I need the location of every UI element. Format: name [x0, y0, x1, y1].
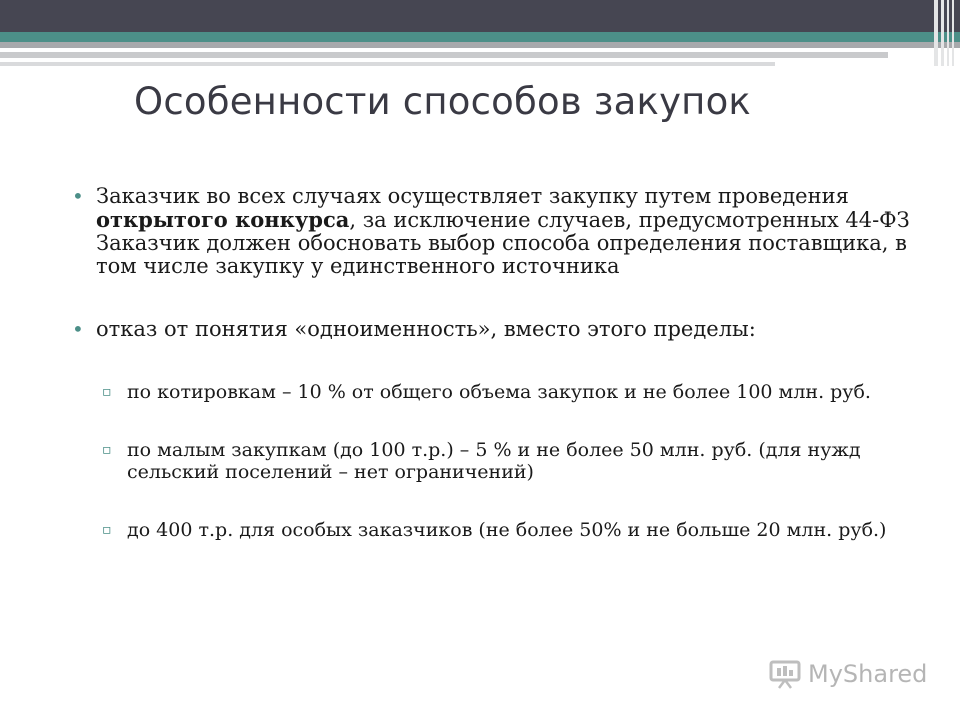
sub-bullet-item	[70, 381, 920, 403]
watermark-logo	[768, 656, 928, 692]
bullet-icon: •	[72, 317, 84, 341]
bullet-icon: •	[72, 184, 84, 208]
slide-content	[70, 180, 920, 541]
slide-title: Особенности способов закупок	[134, 80, 751, 123]
header-line	[0, 62, 775, 66]
bullet-text: , за исключение случаев, предусмотренных 44-ФЗ Заказчик должен обосновать выбор способа определения поставщика, в том числе закупку у единственного источника	[96, 208, 910, 278]
bullet-item	[70, 185, 920, 278]
bullet-item	[70, 318, 920, 341]
bullet-text-bold: открытого конкурса	[96, 207, 350, 232]
sub-bullet-text: до 400 т.р. для особых заказчиков (не более 50% и не больше 20 млн. руб.)	[127, 519, 887, 541]
watermark-text: MyShared	[808, 660, 928, 688]
sub-bullet-item	[70, 439, 920, 483]
presentation-board-icon	[768, 659, 802, 689]
header-right-stripes	[930, 0, 960, 66]
sub-bullet-icon: ▫	[102, 442, 112, 458]
sub-bullet-item	[70, 519, 920, 541]
sub-bullet-icon: ▫	[102, 384, 112, 400]
bullet-text: отказ от понятия «одноименность», вместо этого пределы:	[96, 317, 756, 341]
sub-bullet-icon: ▫	[102, 522, 112, 538]
sub-bullet-text: по котировкам – 10 % от общего объема закупок и не более 100 млн. руб.	[127, 381, 871, 403]
header-teal-bar	[0, 32, 960, 42]
sub-bullet-text: по малым закупкам (до 100 т.р.) – 5 % и не более 50 млн. руб. (для нужд сельский поселений – нет ограничений)	[127, 439, 861, 483]
bullet-text: Заказчик во всех случаях осуществляет закупку путем проведения	[96, 184, 849, 208]
header-dark-bar	[0, 0, 960, 32]
